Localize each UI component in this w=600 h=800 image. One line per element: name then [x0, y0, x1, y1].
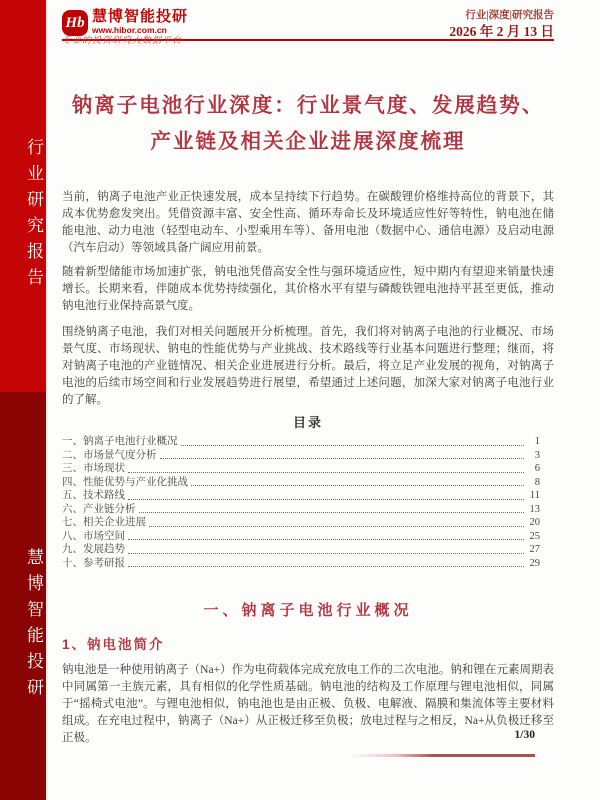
toc-dot-leader	[181, 445, 525, 446]
toc-entry[interactable]	[62, 435, 540, 449]
toc-entry[interactable]	[62, 530, 540, 544]
doc-date: 2026 年 2 月 13 日	[449, 24, 554, 39]
toc-entry[interactable]	[62, 462, 540, 476]
toc-entry-label: 八、市场空间	[62, 530, 125, 542]
banner-label-brand: 慧博智能投研	[24, 548, 43, 704]
sub-section-heading: 1、钠电池简介	[62, 637, 165, 652]
banner-label-report-type: 行业研究报告	[24, 138, 43, 294]
toc-dot-leader	[149, 526, 524, 527]
toc-entry-label: 二、市场景气度分析	[62, 449, 157, 461]
hibor-logo-icon: Hb	[62, 10, 88, 36]
toc-entry-page: 8	[534, 476, 540, 488]
report-title: 钠离子电池行业深度：行业景气度、发展趋势、产业链及相关企业进展深度梳理	[71, 94, 545, 153]
toc-dot-leader	[128, 539, 524, 540]
toc-entry[interactable]	[62, 503, 540, 517]
toc-entry-page: 6	[534, 463, 540, 474]
brand-slogan: 专业的投资研究大数据平台	[62, 35, 183, 45]
intro-paragraph: 围绕钠离子电池，我们对相关问题展开分析梳理。首先，我们将对钠离子电池的行业概况、市场景气度、市场现状、钠电的性能优势与产业挑战、技术路线等行业基本问题进行整理；继而，将对钠离子电池的产业链情况、相关企业进展进行分析。最后，将立足产业发展的视角，对钠离子电池的后续市场空间和行业发展趋势进行展望，希望通过上述问题，加深大家对钠离子电池行业的了解。	[62, 326, 554, 406]
toc-dot-leader	[191, 485, 524, 486]
toc-entry[interactable]	[62, 543, 540, 557]
toc-entry[interactable]	[62, 476, 540, 490]
toc-entry-page: 27	[529, 544, 540, 555]
table-of-contents	[62, 435, 554, 570]
toc-entry[interactable]	[62, 449, 540, 463]
toc-dot-leader	[128, 566, 524, 567]
toc-dot-leader	[128, 499, 524, 500]
brand-url-link[interactable]: www.hibor.com.cn	[92, 25, 167, 35]
toc-entry-label: 六、产业链分析	[62, 503, 136, 515]
toc-entry-page: 13	[529, 503, 540, 515]
toc-entry-label: 一、钠离子电池行业概况	[62, 436, 178, 447]
intro-paragraph: 随着新型储能市场加速扩张，钠电池凭借高安全性与强环境适应性，短中期内有望迎来销量快速增长。长期来看，伴随成本优势持续强化，其价格水平有望与磷酸铁锂电池持平甚至更低，推动钠电池行业保持高景气度。	[62, 266, 554, 312]
toc-entry-label: 七、相关企业进展	[62, 517, 146, 528]
intro-paragraph: 当前，钠离子电池产业正快速发展，成本呈持续下行趋势。在碳酸锂价格维持高位的背景下，其成本优势愈发突出。凭借资源丰富、安全性高、循环寿命长及环境适应性好等特性，钠电池在储能电池、动力电池（轻型电动车、小型乘用车等）、备用电池（数据中心、通信电源）及启动电源（汽车启动）等领域具备广阔应用前景。	[62, 191, 554, 254]
brand-name: 慧博智能投研	[92, 8, 189, 25]
toc-dot-leader	[128, 472, 524, 473]
toc-entry-page: 29	[529, 557, 540, 569]
toc-entry-page: 20	[529, 517, 540, 528]
toc-entry[interactable]	[62, 489, 540, 503]
toc-dot-leader	[128, 553, 524, 554]
toc-entry-page: 25	[529, 530, 540, 542]
toc-entry-label: 五、技术路线	[62, 490, 125, 501]
toc-entry-page: 3	[534, 449, 540, 461]
brand-block	[62, 9, 188, 46]
toc-dot-leader	[160, 458, 525, 459]
toc-dot-leader	[139, 512, 525, 513]
toc-entry-page: 1	[534, 436, 540, 447]
toc-title: 目录	[292, 415, 323, 430]
toc-entry[interactable]	[62, 557, 540, 571]
toc-entry-label: 九、发展趋势	[62, 544, 125, 555]
section-heading: 一、钠离子电池行业概况	[203, 602, 413, 619]
section-body-paragraph: 钠电池是一种使用钠离子（Na+）作为电荷载体完成充放电工作的二次电池。钠和锂在元素周期表中同属第一主族元素，具有相似的化学性质基础。钠电池的结构及工作原理与锂电池相似，同属于“摇椅式电池”。与锂电池相似，钠电池也是由正极、负极、电解液、隔膜和集流体等主要材料组成。在充电过程中，钠离子（Na+）从正极迁移至负极；放电过程与之相反，Na+从负极迁移至正极。	[62, 664, 554, 744]
footer-divider	[350, 754, 535, 757]
toc-entry-label: 四、性能优势与产业化挑战	[62, 476, 188, 488]
toc-entry-label: 三、市场现状	[62, 463, 125, 474]
page-number: 1/30	[514, 729, 535, 741]
left-banner	[0, 0, 48, 800]
toc-entry-page: 11	[529, 490, 540, 501]
page-content	[62, 0, 554, 747]
toc-entry[interactable]	[62, 516, 540, 530]
header	[62, 0, 554, 45]
toc-entry-label: 十、参考研报	[62, 557, 125, 569]
doc-type-label: 行业|深度|研究报告	[465, 10, 554, 21]
header-right	[449, 9, 554, 41]
